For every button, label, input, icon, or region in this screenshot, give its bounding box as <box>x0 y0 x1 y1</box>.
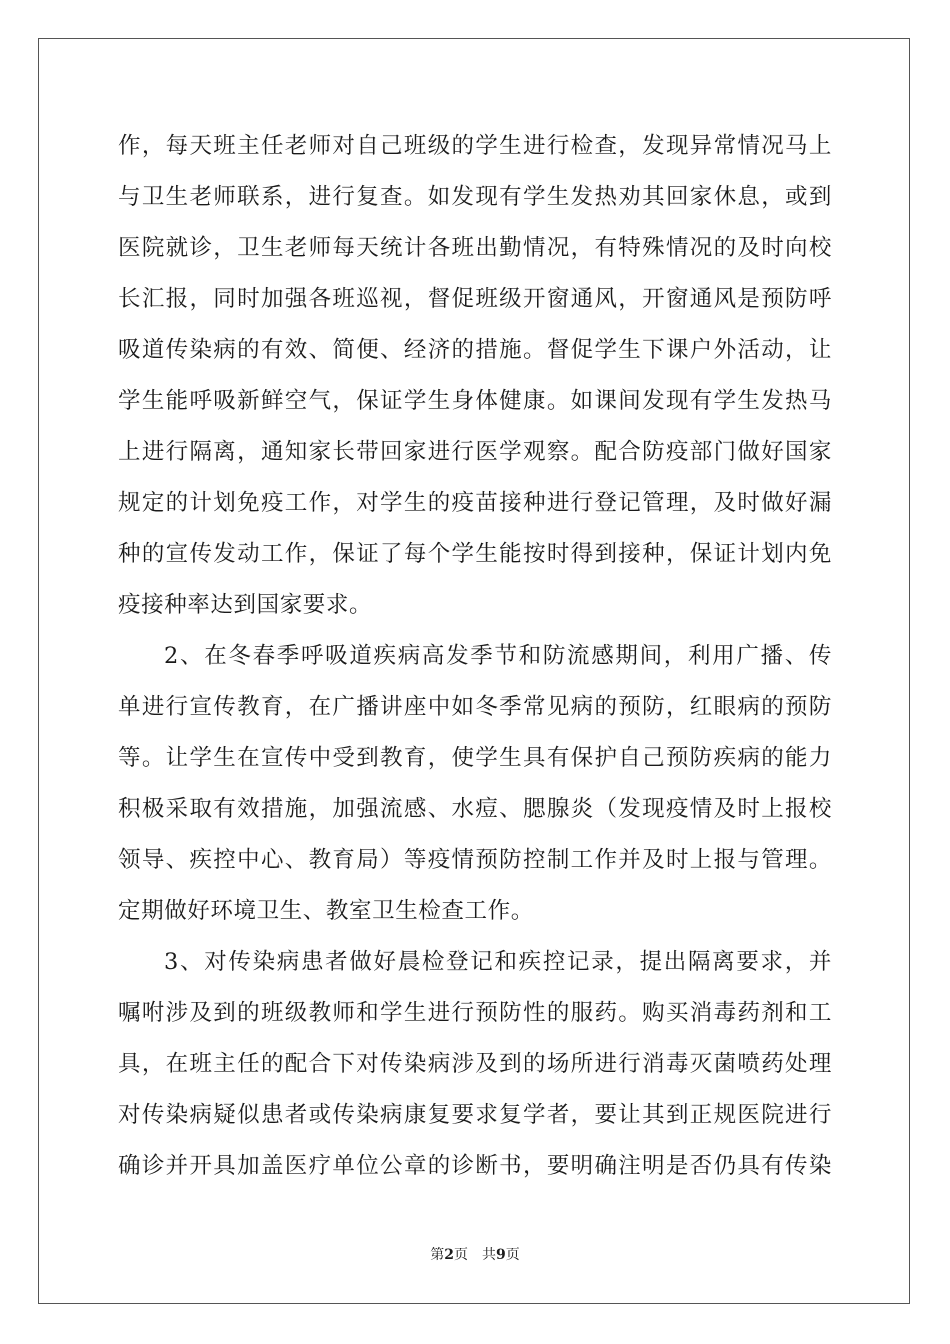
page-number: 2 <box>444 1247 454 1263</box>
text-line: 吸道传染病的有效、简便、经济的措施。督促学生下课户外活动，让 <box>118 337 832 363</box>
text-line: 种的宣传发动工作，保证了每个学生能按时得到接种，保证计划内免 <box>118 541 832 567</box>
text-line: 长汇报，同时加强各班巡视，督促班级开窗通风，开窗通风是预防呼 <box>118 286 832 312</box>
page-suffix: 页 <box>454 1247 468 1263</box>
text-line: 对传染病疑似患者或传染病康复要求复学者，要让其到正规医院进行 <box>118 1102 832 1128</box>
paragraph-3-first-line: 3、对传染病患者做好晨检登记和疾控记录，提出隔离要求，并 <box>164 949 832 975</box>
text-line: 与卫生老师联系，进行复查。如发现有学生发热劝其回家休息，或到 <box>118 184 832 210</box>
text-line: 作，每天班主任老师对自己班级的学生进行检查，发现异常情况马上 <box>118 133 832 159</box>
text-line: 规定的计划免疫工作，对学生的疫苗接种进行登记管理，及时做好漏 <box>118 490 832 516</box>
page-prefix: 第 <box>430 1247 445 1263</box>
paragraph-2-first-line: 2、在冬春季呼吸道疾病高发季节和防流感期间，利用广播、传 <box>164 643 832 669</box>
text-line: 领导、疾控中心、教育局）等疫情预防控制工作并及时上报与管理。 <box>118 847 832 873</box>
text-line: 疫接种率达到国家要求。 <box>118 592 373 618</box>
page-footer <box>0 1246 950 1264</box>
total-pages: 9 <box>496 1247 506 1263</box>
text-line: 确诊并开具加盖医疗单位公章的诊断书，要明确注明是否仍具有传染 <box>118 1153 832 1179</box>
text-line: 医院就诊，卫生老师每天统计各班出勤情况，有特殊情况的及时向校 <box>118 235 832 261</box>
total-prefix: 共 <box>482 1247 496 1263</box>
text-line: 学生能呼吸新鲜空气，保证学生身体健康。如课间发现有学生发热马 <box>118 388 832 414</box>
text-line: 上进行隔离，通知家长带回家进行医学观察。配合防疫部门做好国家 <box>118 439 832 465</box>
text-line: 嘱咐涉及到的班级教师和学生进行预防性的服药。购买消毒药剂和工 <box>118 1000 832 1026</box>
text-line: 单进行宣传教育，在广播讲座中如冬季常见病的预防，红眼病的预防 <box>118 694 832 720</box>
text-line: 等。让学生在宣传中受到教育，使学生具有保护自己预防疾病的能力 <box>118 745 832 771</box>
text-line: 定期做好环境卫生、教室卫生检查工作。 <box>118 898 534 924</box>
text-line: 具，在班主任的配合下对传染病涉及到的场所进行消毒灭菌喷药处理 <box>118 1051 832 1077</box>
text-line: 积极采取有效措施，加强流感、水痘、腮腺炎（发现疫情及时上报校 <box>118 796 832 822</box>
total-suffix: 页 <box>505 1247 520 1263</box>
